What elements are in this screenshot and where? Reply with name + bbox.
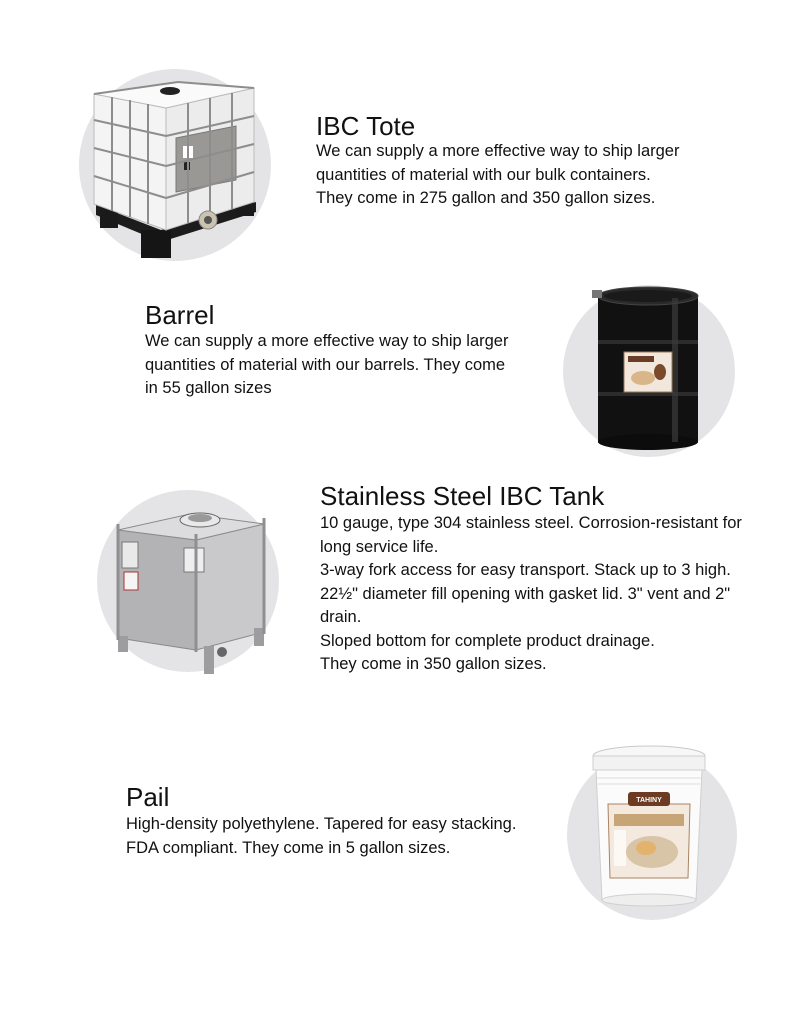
barrel-description (145, 330, 520, 401)
ibc-tote-line-1: We can supply a more effective way to ship larger quantities of material with our bulk containers. (316, 142, 680, 184)
stainless-ibc-line-3: 22½" diameter fill opening with gasket lid. 3" vent and 2" drain. (320, 584, 731, 626)
stainless-ibc-line-2: 3-way fork access for easy transport. Stack up to 3 high. (320, 561, 731, 579)
stainless-ibc-line-1: 10 gauge, type 304 stainless steel. Corrosion-resistant for long service life. (320, 514, 742, 556)
stainless-ibc-line-5: They come in 350 gallon sizes. (320, 655, 547, 673)
pail-line-2: FDA compliant. They come in 5 gallon sizes. (126, 838, 451, 857)
stainless-ibc-line-4: Sloped bottom for complete product drainage. (320, 631, 655, 650)
pail-image (588, 744, 710, 910)
barrel-title: Barrel (145, 300, 215, 330)
ibc-tote-line-2: They come in 275 gallon and 350 gallon sizes. (316, 189, 656, 207)
pail-line-1: High-density polyethylene. Tapered for easy stacking. (126, 815, 517, 833)
ibc-tote-title: IBC Tote (316, 111, 416, 141)
ibc-tote-image (86, 80, 266, 265)
stainless-ibc-image (104, 500, 274, 680)
ibc-tote-description (316, 140, 696, 211)
pail-description (126, 813, 546, 860)
barrel-line-1: We can supply a more effective way to ship larger quantities of material with our barrels. They come in 55 gallon sizes (145, 332, 509, 397)
stainless-ibc-description (320, 512, 750, 677)
stainless-ibc-title: Stainless Steel IBC Tank (320, 481, 605, 511)
pail-label-text: TAHINY (636, 797, 662, 804)
barrel-image (588, 284, 708, 452)
pail-title: Pail (126, 782, 170, 812)
